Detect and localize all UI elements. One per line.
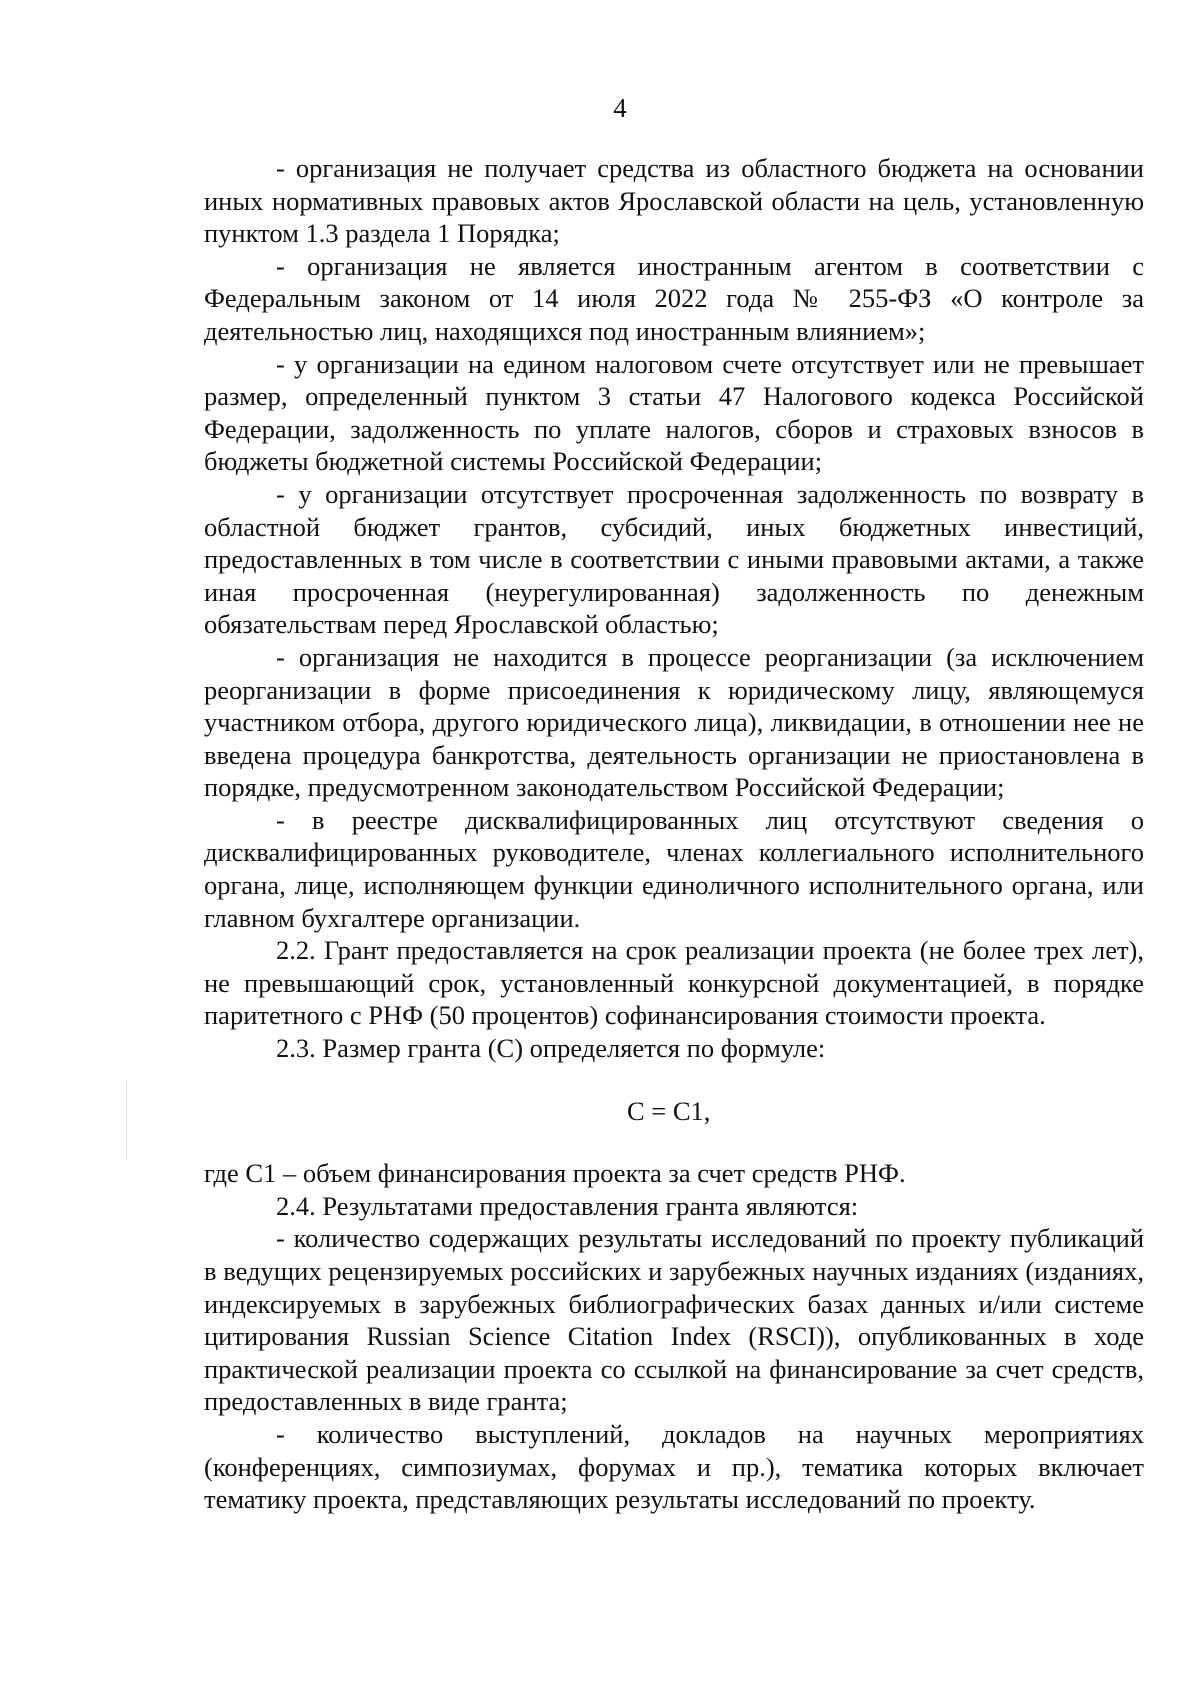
grant-formula: С = С1, — [627, 1095, 711, 1126]
paragraph-reorganization-condition: - организация не находится в процессе реорганизации (за исключением реорганизации в форме присоединения к юридическому лицу, являющемуся участником отбора, другого юридического лица), ликвидации, в отношении нее не введена процедура банкротства, деятельность организации не приостановлена в порядке, предусмотренном законодательством Российской Федерации; — [204, 641, 1144, 803]
paragraph-2-2-grant-term: 2.2. Грант предоставляется на срок реализации проекта (не более трех лет), не превышающий срок, установленный конкурсной документацией, в порядке паритетного с РНФ (50 процентов) софинансирования стоимости проекта. — [204, 935, 1144, 1031]
scan-artifact-line — [126, 1080, 127, 1160]
paragraph-2-3-grant-size: 2.3. Размер гранта (С) определяется по формуле: — [276, 1033, 826, 1064]
paragraph-overdue-debt-condition: - у организации отсутствует просроченная задолженность по возврату в областной бюджет грантов, субсидий, иных бюджетных инвестиций, предоставленных в том числе в соответствии с иными правовыми актами, а также иная просроченная (неурегулированная) задолженность по денежным обязательствам перед Ярославской областью; — [204, 478, 1144, 640]
paragraph-publications-result: - количество содержащих результаты исследований по проекту публикаций в ведущих рецензируемых российских и зарубежных научных изданиях (изданиях, индексируемых в зарубежных библиографических базах данных и/или системе цитирования Russian Science Citation Index (RSCI)), опубликованных в ходе практической реализации проекта со ссылкой на финансирование за счет средств, предоставленных в виде гранта; — [204, 1223, 1144, 1417]
paragraph-2-4-grant-results: 2.4. Результатами предоставления гранта являются: — [276, 1190, 859, 1221]
paragraph-budget-condition: - организация не получает средства из областного бюджета на основании иных нормативных правовых актов Ярославской области на цель, установленную пунктом 1.3 раздела 1 Порядка; — [204, 153, 1144, 249]
document-body — [204, 152, 1144, 1516]
page-number: 4 — [613, 93, 627, 123]
paragraph-formula-explanation: где С1 – объем финансирования проекта за счет средств РНФ. — [204, 1158, 906, 1189]
paragraph-foreign-agent-condition: - организация не является иностранным агентом в соответствии с Федеральным законом от 14 июля 2022 года № 255-ФЗ «О контроле за деятельностью лиц, находящихся под иностранным влиянием»; — [204, 250, 1144, 346]
paragraph-tax-debt-condition: - у организации на едином налоговом счете отсутствует или не превышает размер, определенный пунктом 3 статьи 47 Налогового кодекса Российской Федерации, задолженность по уплате налогов, сборов и страховых взносов в бюджеты бюджетной системы Российской Федерации; — [204, 348, 1144, 477]
paragraph-disqualified-persons-condition: - в реестре дисквалифицированных лиц отсутствуют сведения о дисквалифицированных руководителе, членах коллегиального исполнительного органа, лице, исполняющем функции единоличного исполнительного органа, или главном бухгалтере организации. — [204, 804, 1144, 933]
paragraph-presentations-result: - количество выступлений, докладов на научных мероприятиях (конференциях, симпозиумах, форумах и пр.), тематика которых включает тематику проекта, представляющих результаты исследований по проекту. — [204, 1418, 1144, 1515]
